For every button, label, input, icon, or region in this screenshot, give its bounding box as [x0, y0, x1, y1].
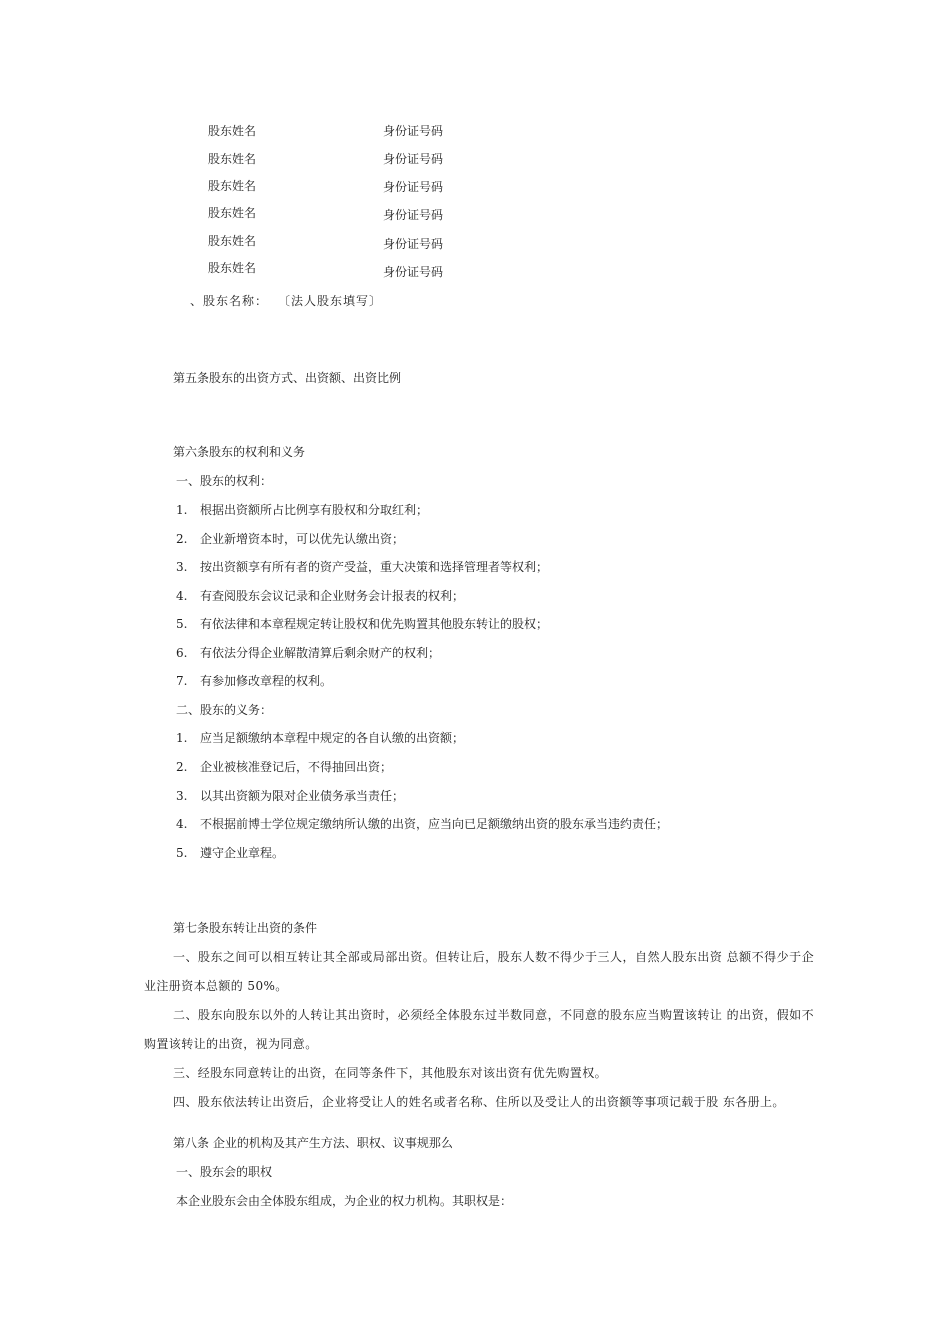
shareholder-name-label: 股东姓名 — [208, 152, 257, 166]
shareholder-name-label: 股东姓名 — [208, 234, 257, 248]
article-6-title: 第六条股东的权利和义务 — [173, 445, 306, 459]
article-7-paragraph: 一、股东之间可以相互转让其全部或局部出资。但转让后，股东人数不得少于三人，自然人股东出资 总额不得少于企业注册资本总额的 50%。 — [144, 950, 814, 993]
shareholder-name-label: 股东姓名 — [208, 261, 257, 275]
list-text: 根据出资额所占比例享有股权和分取红利； — [200, 503, 429, 517]
list-text: 遵守企业章程。 — [200, 846, 285, 860]
list-text: 有依法分得企业解散清算后剩余财产的权利； — [200, 646, 441, 660]
list-text: 不根据前博士学位规定缴纳所认缴的出资，应当向已足额缴纳出资的股东承当违约责任； — [200, 817, 669, 831]
list-number: 2. — [176, 760, 188, 774]
list-text: 按出资额享有所有者的资产受益，重大决策和选择管理者等权利； — [200, 560, 549, 574]
list-text: 企业新增资本时，可以优先认缴出资； — [200, 532, 405, 546]
rights-heading: 一、股东的权利： — [176, 474, 273, 488]
article-8-title: 第八条 企业的机构及其产生方法、职权、议事规那么 — [173, 1136, 453, 1150]
list-number: 4. — [176, 817, 188, 831]
list-text: 以其出资额为限对企业债务承当责任； — [200, 789, 405, 803]
shareholders-meeting-heading: 一、股东会的职权 — [176, 1165, 273, 1179]
article-5-title: 第五条股东的出资方式、出资额、出资比例 — [173, 371, 402, 385]
list-number: 5. — [176, 846, 188, 860]
shareholder-id-label: 身份证号码 — [383, 152, 444, 166]
list-number: 7. — [176, 674, 188, 688]
article-7-title: 第七条股东转让出资的条件 — [173, 921, 318, 935]
shareholder-id-label: 身份证号码 — [383, 124, 444, 138]
corporate-shareholder-label: 、股东名称： — [190, 294, 269, 308]
list-number: 4. — [176, 589, 188, 603]
list-number: 1. — [176, 503, 188, 517]
article-7-paragraph: 三、经股东同意转让的出资，在同等条件下，其他股东对该出资有优先购置权。 — [173, 1066, 608, 1080]
shareholders-meeting-intro: 本企业股东会由全体股东组成，为企业的权力机构。其职权是： — [176, 1194, 513, 1208]
article-7-paragraph: 二、股东向股东以外的人转让其出资时，必须经全体股东过半数同意，不同意的股东应当购置该转让 的出资，假如不购置该转让的出资，视为同意。 — [144, 1008, 814, 1051]
list-number: 6. — [176, 646, 188, 660]
shareholder-id-label: 身份证号码 — [383, 265, 444, 279]
list-text: 应当足额缴纳本章程中规定的各自认缴的出资额； — [200, 731, 465, 745]
duties-heading: 二、股东的义务： — [176, 703, 273, 717]
shareholder-id-label: 身份证号码 — [383, 237, 444, 251]
article-7-paragraph: 四、股东依法转让出资后，企业将受让人的姓名或者名称、住所以及受让人的出资额等事项记载于股 东各册上。 — [173, 1095, 785, 1109]
list-number: 5. — [176, 617, 188, 631]
shareholder-name-label: 股东姓名 — [208, 179, 257, 193]
shareholder-name-label: 股东姓名 — [208, 206, 257, 220]
list-number: 2. — [176, 532, 188, 546]
shareholder-id-label: 身份证号码 — [383, 180, 444, 194]
shareholder-name-label: 股东姓名 — [208, 124, 257, 138]
list-number: 1. — [176, 731, 188, 745]
list-number: 3. — [176, 560, 188, 574]
corporate-shareholder-note: 〔法人股东填写〕 — [278, 294, 383, 308]
list-text: 有查阅股东会议记录和企业财务会计报表的权利； — [200, 589, 465, 603]
list-text: 有参加修改章程的权利。 — [200, 674, 333, 688]
list-number: 3. — [176, 789, 188, 803]
list-text: 企业被核准登记后，不得抽回出资； — [200, 760, 393, 774]
shareholder-id-label: 身份证号码 — [383, 208, 444, 222]
list-text: 有依法律和本章程规定转让股权和优先购置其他股东转让的股权； — [200, 617, 549, 631]
